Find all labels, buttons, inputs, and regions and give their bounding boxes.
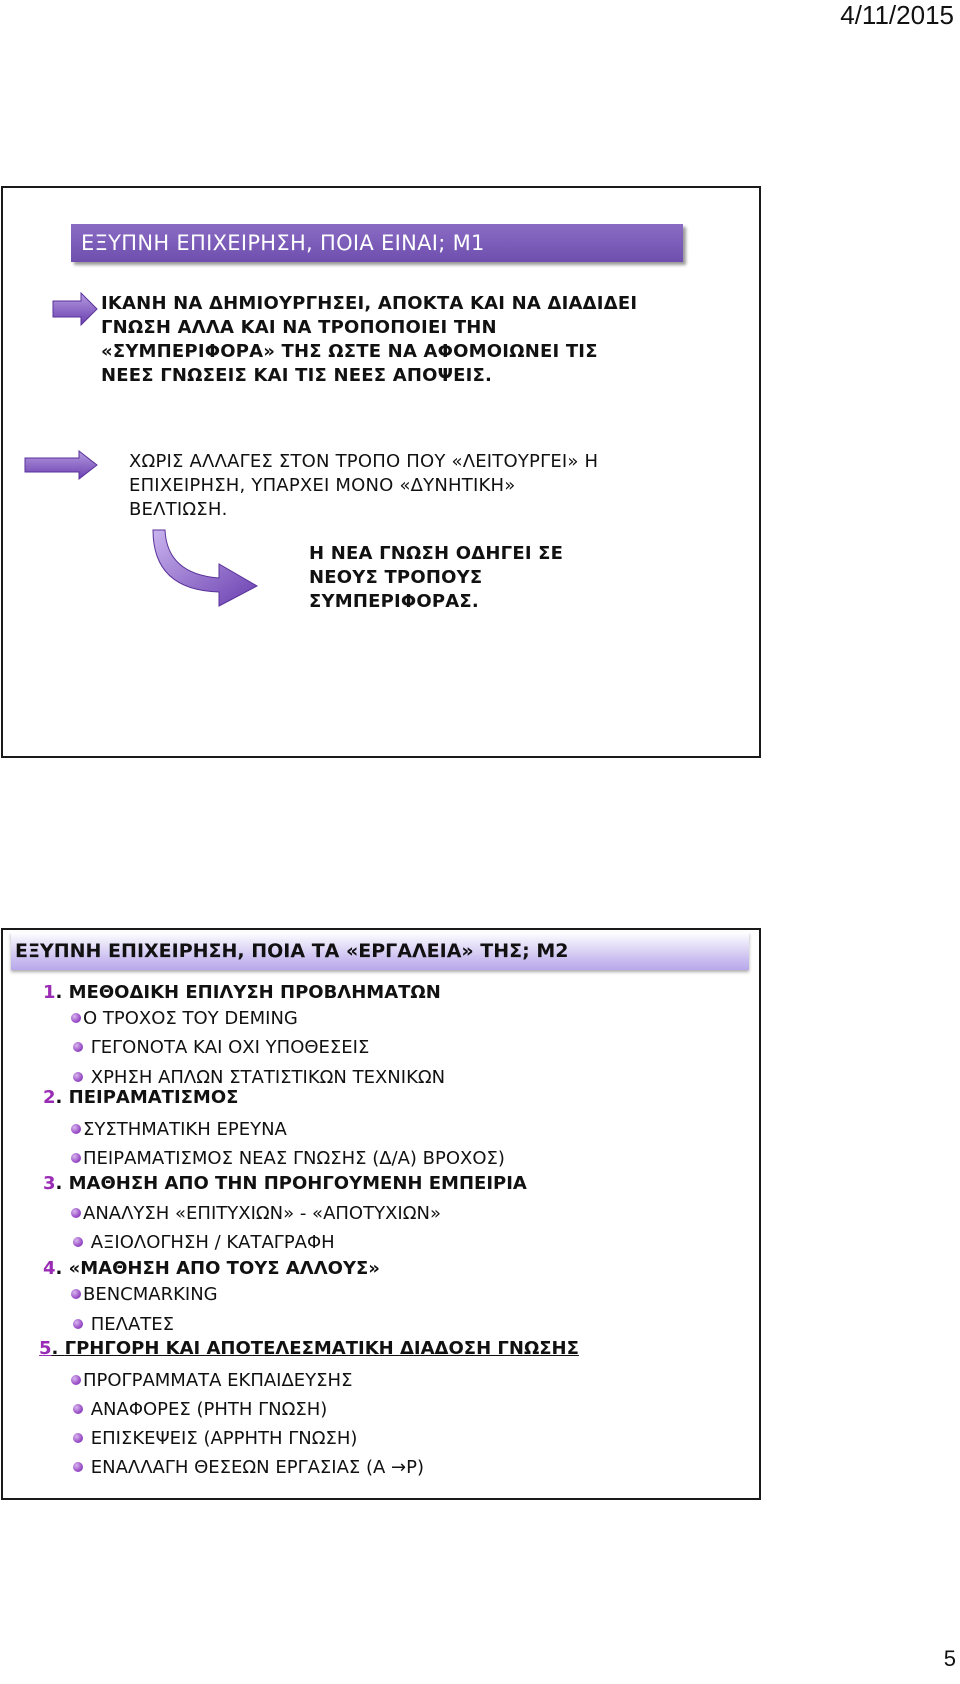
list-item: Ο ΤΡΟΧΟΣ ΤΟΥ DEMING [71,1008,298,1030]
list-item: ΠΡΟΓΡΑΜΜΑΤΑ ΕΚΠΑΙΔΕΥΣΗΣ [71,1370,352,1392]
section-title: «ΜΑΘΗΣΗ ΑΠΟ ΤΟΥΣ ΑΛΛΟΥΣ» [68,1258,380,1279]
list-item: ΑΞΙΟΛΟΓΗΣΗ / ΚΑΤΑΓΡΑΦΗ [73,1232,335,1254]
bullet-icon [71,1013,81,1023]
section-title: ΠΕΙΡΑΜΑΤΙΣΜΟΣ [68,1087,239,1108]
section-heading: 5. ΓΡΗΓΟΡΗ ΚΑΙ ΑΠΟΤΕΛΕΣΜΑΤΙΚΗ ΔΙΑΔΟΣΗ ΓΝΩΣΗΣ [39,1338,579,1359]
section-title: ΓΡΗΓΟΡΗ ΚΑΙ ΑΠΟΤΕΛΕΣΜΑΤΙΚΗ ΔΙΑΔΟΣΗ ΓΝΩΣΗΣ [64,1338,579,1359]
section-title: ΜΕΘΟΔΙΚΗ ΕΠΙΛΥΣΗ ΠΡΟΒΛΗΜΑΤΩΝ [68,982,441,1003]
section-number: 5 [39,1338,52,1359]
curved-arrow-icon [149,528,263,608]
section-heading: 3. ΜΑΘΗΣΗ ΑΠΟ ΤΗΝ ΠΡΟΗΓΟΥΜΕΝΗ ΕΜΠΕΙΡΙΑ [43,1173,527,1194]
list-item: ΕΝΑΛΛΑΓΗ ΘΕΣΕΩΝ ΕΡΓΑΣΙΑΣ (Α →Ρ) [73,1457,424,1479]
text-line: Η ΝΕΑ ΓΝΩΣΗ ΟΔΗΓΕΙ ΣΕ [309,543,564,564]
text-line: «ΣΥΜΠΕΡΙΦΟΡΑ» ΤΗΣ ΩΣΤΕ ΝΑ ΑΦΟΜΟΙΩΝΕΙ ΤΙΣ [101,341,598,362]
list-item: ΑΝΑΦΟΡΕΣ (ΡΗΤΗ ΓΝΩΣΗ) [73,1399,327,1421]
page-number: 5 [943,1646,956,1671]
section-number: 3 [43,1173,56,1194]
list-item: ΠΕΛΑΤΕΣ [73,1314,174,1336]
section-heading: 2. ΠΕΙΡΑΜΑΤΙΣΜΟΣ [43,1087,239,1108]
list-item: BENCMARKING [71,1284,218,1306]
list-item: ΣΥΣΤΗΜΑΤΙΚΗ ΕΡΕΥΝΑ [71,1119,287,1141]
bullet-icon [71,1208,81,1218]
text-line: ΙΚΑΝΗ ΝΑ ΔΗΜΙΟΥΡΓΗΣΕΙ, ΑΠΟΚΤΑ ΚΑΙ ΝΑ ΔΙΑΔΙΔΕΙ [101,293,638,314]
bullet-icon [71,1289,81,1299]
bullet-icon [71,1124,81,1134]
section-number: 1 [43,982,56,1003]
text-line: ΝΕΕΣ ΓΝΩΣΕΙΣ ΚΑΙ ΤΙΣ ΝΕΕΣ ΑΠΟΨΕΙΣ. [101,365,493,386]
list-item: ΕΠΙΣΚΕΨΕΙΣ (ΑΡΡΗΤΗ ΓΝΩΣΗ) [73,1428,357,1450]
bullet-icon [73,1433,83,1443]
paragraph-3 [309,542,563,614]
text-line: ΒΕΛΤΙΩΣΗ. [129,499,228,520]
bullet-icon [73,1237,83,1247]
section-number: 4 [43,1258,56,1279]
list-item: ΠΕΙΡΑΜΑΤΙΣΜΟΣ ΝΕΑΣ ΓΝΩΣΗΣ (Δ/Α) ΒΡΟΧΟΣ) [71,1148,505,1170]
bullet-icon [73,1042,83,1052]
bullet-icon [71,1375,81,1385]
bullet-icon [73,1462,83,1472]
slide-title: ΕΞΥΠΝΗ ΕΠΙΧΕΙΡΗΣΗ, ΠΟΙΑ ΤΑ «ΕΡΓΑΛΕΙΑ» ΤΗΣ; Μ2 [11,932,749,970]
paragraph-1 [101,292,637,388]
text-line: ΣΥΜΠΕΡΙΦΟΡΑΣ. [309,591,479,612]
list-item: ΑΝΑΛΥΣΗ «ΕΠΙΤΥΧΙΩΝ» - «ΑΠΟΤΥΧΙΩΝ» [71,1203,441,1225]
right-arrow-icon [23,450,99,480]
text-line: ΕΠΙΧΕΙΡΗΣΗ, ΥΠΑΡΧΕΙ ΜΟΝΟ «ΔΥΝΗΤΙΚΗ» [129,475,516,496]
bullet-icon [73,1319,83,1329]
right-arrow-icon [51,292,99,326]
section-heading: 4. «ΜΑΘΗΣΗ ΑΠΟ ΤΟΥΣ ΑΛΛΟΥΣ» [43,1258,380,1279]
section-number: 2 [43,1087,56,1108]
bullet-icon [73,1404,83,1414]
page-date: 4/11/2015 [840,0,954,30]
section-heading: 1. ΜΕΘΟΔΙΚΗ ΕΠΙΛΥΣΗ ΠΡΟΒΛΗΜΑΤΩΝ [43,982,441,1003]
text-line: ΧΩΡΙΣ ΑΛΛΑΓΕΣ ΣΤΟΝ ΤΡΟΠΟ ΠΟΥ «ΛΕΙΤΟΥΡΓΕΙ» Η [129,451,599,472]
slide-m2 [1,928,761,1500]
list-item: ΧΡΗΣΗ ΑΠΛΩΝ ΣΤΑΤΙΣΤΙΚΩΝ ΤΕΧΝΙΚΩΝ [73,1067,445,1089]
paragraph-2 [129,450,598,522]
section-title: ΜΑΘΗΣΗ ΑΠΟ ΤΗΝ ΠΡΟΗΓΟΥΜΕΝΗ ΕΜΠΕΙΡΙΑ [68,1173,527,1194]
list-item: ΓΕΓΟΝΟΤΑ ΚΑΙ ΟΧΙ ΥΠΟΘΕΣΕΙΣ [73,1037,369,1059]
bullet-icon [71,1153,81,1163]
slide-title: ΕΞΥΠΝΗ ΕΠΙΧΕΙΡΗΣΗ, ΠΟΙΑ ΕΙΝΑΙ; Μ1 [71,224,683,262]
bullet-icon [73,1072,83,1082]
text-line: ΝΕΟΥΣ ΤΡΟΠΟΥΣ [309,567,483,588]
text-line: ΓΝΩΣΗ ΑΛΛΑ ΚΑΙ ΝΑ ΤΡΟΠΟΠΟΙΕΙ ΤΗΝ [101,317,497,338]
slide-m1 [1,186,761,758]
